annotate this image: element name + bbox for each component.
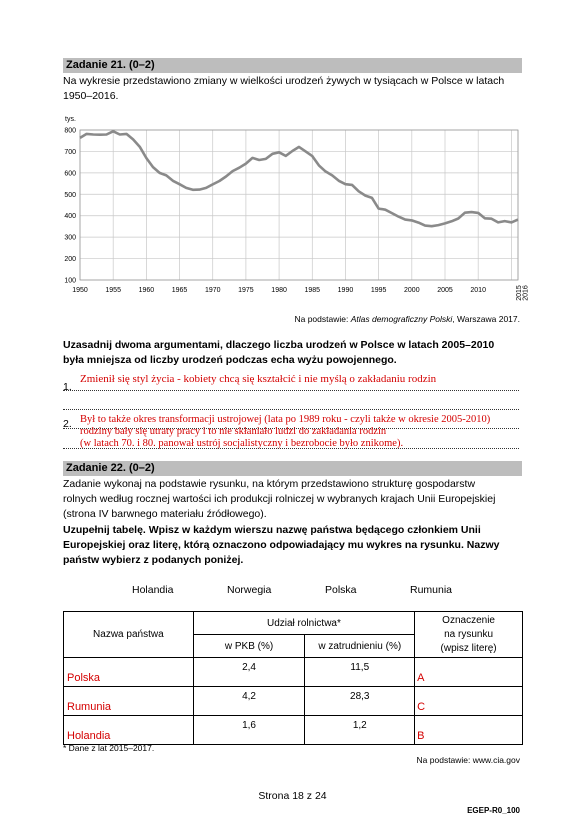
x-tick-label: 1985 (304, 287, 321, 294)
header-employment: w zatrudnieniu (%) (305, 635, 415, 658)
chart-source-suffix: , Warszawa 2017. (452, 314, 520, 324)
employment-cell: 28,3 (305, 687, 415, 716)
table-row (64, 716, 523, 745)
answer2-line2: rodziny bały się utraty pracy i to nie skłaniało ludzi do zakładania rodzin (80, 426, 387, 437)
page-number: Strona 18 z 24 (258, 790, 327, 802)
task22-header: Zadanie 22. (0–2) (63, 461, 522, 476)
x-tick-label: 1965 (171, 287, 188, 294)
exam-code: EGEP-R0_100 (467, 806, 520, 815)
task22-intro-line3: (strona IV barwnego materiału źródłowego). (63, 508, 267, 520)
question21 (63, 338, 533, 368)
x-tick-label: 1955 (105, 287, 121, 294)
x-tick-label: 2016 (522, 285, 530, 301)
task22-instr-line3: państw wybierz z podanych poniżej. (63, 554, 244, 566)
x-tick-label: 1950 (72, 287, 88, 294)
answer1-text[interactable]: Zmienił się styl życia - kobiety chcą się kształcić i nie myślą o zakładaniu rodzin (80, 373, 437, 385)
country-cell[interactable]: Rumunia (64, 687, 194, 716)
letter-cell[interactable]: A (415, 658, 523, 687)
task22-intro-line2: rolnych według rocznej wartości ich produkcji rolniczej w wybranych krajach Unii Europejskiej (63, 493, 496, 505)
answer2-line3: (w latach 70. i 80. panował ustrój socjalistyczny i bezrobocie było znikome). (80, 438, 404, 449)
x-tick-label: 1970 (204, 287, 221, 294)
x-tick-label: 1960 (138, 287, 155, 294)
y-tick-label: 400 (64, 213, 76, 221)
answer1-extra-line[interactable] (63, 394, 519, 410)
letter-cell[interactable]: C (415, 687, 523, 716)
x-tick-label: 1990 (337, 287, 354, 294)
task22-instr-line1: Uzupełnij tabelę. Wpisz w każdym wierszu nazwę państwa będącego członkiem Unii (63, 524, 481, 536)
y-tick-label: 500 (64, 191, 76, 199)
table-row (64, 658, 523, 687)
question21-line2: była mniejsza od liczby urodzeń podczas echa wyżu powojennego. (63, 354, 397, 366)
x-tick-label: 2015 (515, 285, 523, 301)
x-tick-label: 1980 (271, 287, 287, 294)
header-country: Nazwa państwa (64, 612, 194, 658)
table-source: Na podstawie: www.cia.gov (416, 755, 520, 765)
country-option-1: Holandia (132, 584, 174, 596)
country-option-4: Rumunia (410, 584, 453, 596)
y-tick-label: 700 (64, 148, 76, 156)
answer2-line1: Był to także okres transformacji ustrojowej (lata po 1989 roku - czyli także w okresie 2005-2010) (80, 414, 491, 425)
header-mark-line1: Oznaczenie (442, 614, 495, 626)
task22-intro (63, 477, 533, 522)
answer2-number: 2. (63, 418, 72, 430)
task21-intro (63, 74, 533, 104)
header-mark (415, 612, 523, 658)
country-cell[interactable]: Polska (64, 658, 194, 687)
header-share: Udział rolnictwa* (193, 612, 414, 635)
chart-source-title: Atlas demograficzny Polski (350, 314, 453, 324)
table-row (64, 687, 523, 716)
country-option-2: Norwegia (227, 584, 272, 596)
x-tick-label: 2000 (404, 287, 420, 294)
country-cell[interactable]: Holandia (64, 716, 194, 745)
agriculture-table (63, 611, 523, 745)
x-tick-label: 1975 (238, 287, 254, 294)
pkb-cell: 2,4 (193, 658, 305, 687)
y-tick-label: 800 (64, 127, 76, 135)
task22-instruction (63, 523, 533, 568)
employment-cell: 11,5 (305, 658, 415, 687)
x-tick-label: 2005 (437, 287, 453, 294)
table-footnote: * Dane z lat 2015–2017. (63, 743, 155, 753)
pkb-cell: 4,2 (193, 687, 305, 716)
header-mark-line2: na rysunku (444, 628, 494, 640)
y-tick-label: 600 (64, 170, 76, 178)
header-pkb: w PKB (%) (193, 635, 305, 658)
y-tick-label: 100 (64, 277, 76, 285)
plot-frame (80, 130, 518, 280)
chart-source (240, 314, 520, 324)
x-tick-label: 2010 (470, 287, 486, 294)
y-tick-label: 300 (64, 234, 76, 242)
chart-source-prefix: Na podstawie: (294, 314, 351, 324)
y-axis-unit-label: tys. (65, 116, 76, 123)
task21-intro-line1: Na wykresie przedstawiono zmiany w wielkości urodzeń żywych w tysiącach w Polsce w latach (63, 75, 505, 87)
country-option-3: Polska (325, 584, 357, 596)
task21-header: Zadanie 21. (0–2) (63, 58, 522, 73)
employment-cell: 1,2 (305, 716, 415, 745)
answer2-extra-line[interactable] (63, 436, 519, 449)
y-tick-label: 200 (64, 256, 76, 264)
letter-cell[interactable]: B (415, 716, 523, 745)
header-mark-line3: (wpisz literę) (440, 642, 497, 654)
births-line-chart (55, 110, 535, 310)
task22-instr-line2: Europejskiej oraz literę, którą oznaczono odpowiadający mu wykres na rysunku. Nazwy (63, 539, 500, 551)
task22-intro-line1: Zadanie wykonaj na podstawie rysunku, na którym przedstawiono strukturę gospodarstw (63, 478, 476, 490)
births-series-line (80, 131, 518, 226)
question21-line1: Uzasadnij dwoma argumentami, dlaczego liczba urodzeń w Polsce w latach 2005–2010 (63, 339, 495, 351)
task21-intro-line2: 1950–2016. (63, 90, 119, 102)
answer1-number: 1. (63, 381, 72, 393)
x-tick-label: 1995 (370, 287, 387, 294)
pkb-cell: 1,6 (193, 716, 305, 745)
